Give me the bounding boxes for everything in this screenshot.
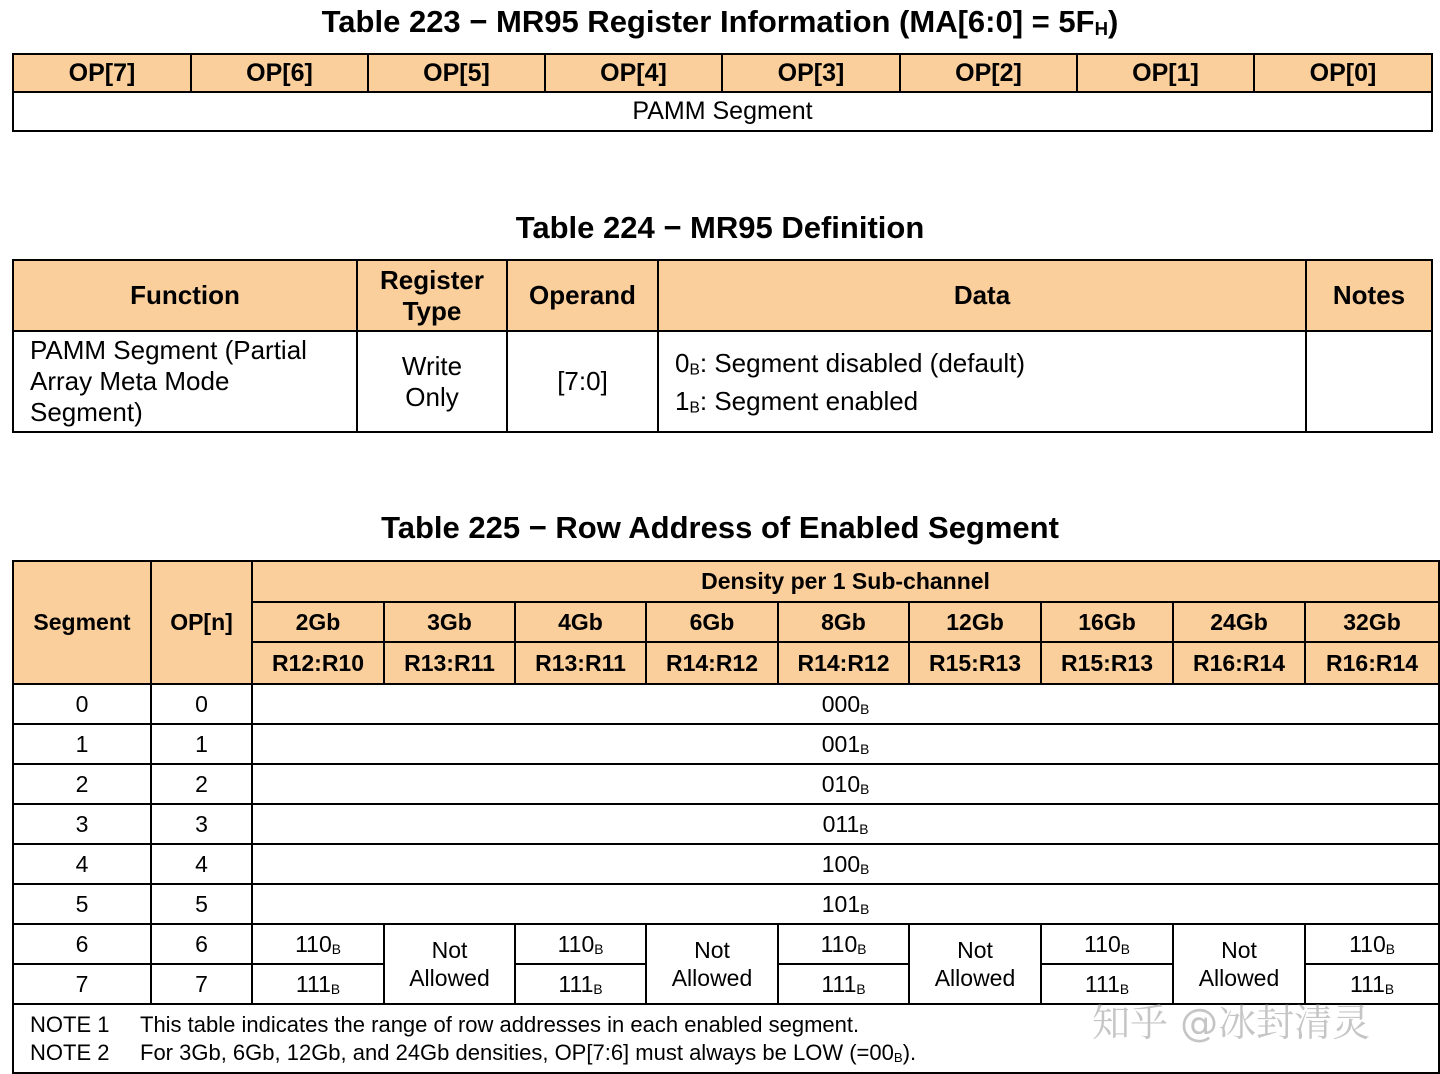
- header-rows-3gb: R13:R11: [384, 642, 515, 684]
- header-density-32gb: 32Gb: [1305, 602, 1439, 642]
- table-row: [13, 844, 1439, 884]
- table-224: [12, 259, 1433, 433]
- value-cell: $100_B$: [252, 844, 1439, 884]
- header-op6: OP[6]: [191, 54, 368, 92]
- value-cell-2gb: $111_B$: [252, 964, 384, 1004]
- value-cell: $001_B$: [252, 724, 1439, 764]
- header-op0: OP[0]: [1254, 54, 1432, 92]
- header-density-8gb: 8Gb: [778, 602, 909, 642]
- header-rows-8gb: R14:R12: [778, 642, 909, 684]
- header-rows-32gb: R16:R14: [1305, 642, 1439, 684]
- op-cell: 7: [151, 964, 252, 1004]
- header-op5: OP[5]: [368, 54, 545, 92]
- header-rows-4gb: R13:R11: [515, 642, 646, 684]
- table-225-caption: Table 225 − Row Address of Enabled Segment: [381, 510, 1059, 545]
- table-row: [13, 92, 1432, 131]
- header-density-4gb: 4Gb: [515, 602, 646, 642]
- header-density-2gb: 2Gb: [252, 602, 384, 642]
- value-cell-32gb: $110_B$: [1305, 924, 1439, 964]
- value-cell-8gb: $110_B$: [778, 924, 909, 964]
- header-op2: OP[2]: [900, 54, 1077, 92]
- op-cell: 2: [151, 764, 252, 804]
- header-operand: Operand: [507, 260, 658, 331]
- header-op7: OP[7]: [13, 54, 191, 92]
- notes-cell: [1306, 331, 1432, 432]
- segment-cell: 2: [13, 764, 151, 804]
- op-cell: 6: [151, 924, 252, 964]
- header-op3: OP[3]: [722, 54, 900, 92]
- op-cell: 3: [151, 804, 252, 844]
- table-row: [13, 884, 1439, 924]
- value-cell-4gb: $110_B$: [515, 924, 646, 964]
- header-density-24gb: 24Gb: [1173, 602, 1305, 642]
- value-cell-4gb: $111_B$: [515, 964, 646, 1004]
- operand-cell: [7:0]: [507, 331, 658, 432]
- table-row: [13, 924, 1439, 964]
- table-223-caption: Table 223 − MR95 Register Information (MA[6:0] = $5F_H$): [321, 4, 1119, 39]
- not-allowed-6gb: Not Allowed: [646, 924, 778, 1004]
- value-cell-2gb: $110_B$: [252, 924, 384, 964]
- value-cell: $000_B$: [252, 684, 1439, 724]
- header-rows-6gb: R14:R12: [646, 642, 778, 684]
- segment-cell: 6: [13, 924, 151, 964]
- segment-cell: 4: [13, 844, 151, 884]
- pamm-segment-cell: PAMM Segment: [13, 92, 1432, 131]
- register-type-cell: Write Only: [357, 331, 507, 432]
- header-opn: OP[n]: [151, 561, 252, 684]
- table-row: [13, 804, 1439, 844]
- watermark: 知乎 @冰封清灵: [1092, 1001, 1371, 1045]
- header-data: Data: [658, 260, 1306, 331]
- table-row: [13, 764, 1439, 804]
- not-allowed-12gb: Not Allowed: [909, 924, 1041, 1004]
- value-cell-8gb: $111_B$: [778, 964, 909, 1004]
- table-223-header-row: [13, 54, 1432, 92]
- table-224-header-row: [13, 260, 1432, 331]
- value-cell: $101_B$: [252, 884, 1439, 924]
- header-register-type: Register Type: [357, 260, 507, 331]
- data-cell: $0_B$: Segment disabled (default) $1_B$: Segment enabled: [658, 331, 1306, 432]
- value-cell: $010_B$: [252, 764, 1439, 804]
- not-allowed-3gb: Not Allowed: [384, 924, 515, 1004]
- note-1: NOTE 1 This table indicates the range of row addresses in each enabled segment.: [30, 1011, 860, 1037]
- not-allowed-24gb: Not Allowed: [1173, 924, 1305, 1004]
- table-row: [13, 331, 1432, 432]
- op-cell: 4: [151, 844, 252, 884]
- header-op4: OP[4]: [545, 54, 722, 92]
- header-segment: Segment: [13, 561, 151, 684]
- table-223: [12, 53, 1433, 132]
- value-cell: $011_B$: [252, 804, 1439, 844]
- header-density: Density per 1 Sub-channel: [252, 561, 1439, 602]
- header-notes: Notes: [1306, 260, 1432, 331]
- op-cell: 5: [151, 884, 252, 924]
- header-rows-24gb: R16:R14: [1173, 642, 1305, 684]
- segment-cell: 5: [13, 884, 151, 924]
- header-density-12gb: 12Gb: [909, 602, 1041, 642]
- table-row: [13, 684, 1439, 724]
- header-op1: OP[1]: [1077, 54, 1254, 92]
- table-row: [13, 724, 1439, 764]
- header-function: Function: [13, 260, 357, 331]
- op-cell: 0: [151, 684, 252, 724]
- segment-cell: 3: [13, 804, 151, 844]
- function-cell: PAMM Segment (Partial Array Meta Mode Segment): [13, 331, 357, 432]
- header-rows-16gb: R15:R13: [1041, 642, 1173, 684]
- note-2: NOTE 2 For 3Gb, 6Gb, 12Gb, and 24Gb densities, OP[7:6] must always be LOW $(=00_B)$.: [30, 1039, 917, 1065]
- value-cell-16gb: $111_B$: [1041, 964, 1173, 1004]
- value-cell-16gb: $110_B$: [1041, 924, 1173, 964]
- segment-cell: 1: [13, 724, 151, 764]
- header-density-6gb: 6Gb: [646, 602, 778, 642]
- segment-cell: 0: [13, 684, 151, 724]
- table-224-caption: Table 224 − MR95 Definition: [515, 210, 925, 245]
- header-rows-12gb: R15:R13: [909, 642, 1041, 684]
- table-225-header-row: [13, 561, 1439, 602]
- op-cell: 1: [151, 724, 252, 764]
- segment-cell: 7: [13, 964, 151, 1004]
- header-density-3gb: 3Gb: [384, 602, 515, 642]
- value-cell-32gb: $111_B$: [1305, 964, 1439, 1004]
- header-rows-2gb: R12:R10: [252, 642, 384, 684]
- header-density-16gb: 16Gb: [1041, 602, 1173, 642]
